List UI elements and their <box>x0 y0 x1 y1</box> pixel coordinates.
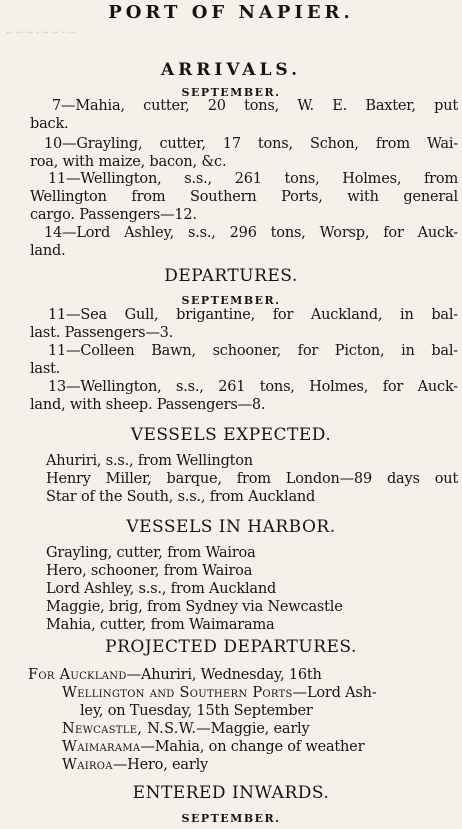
destination: Newcastle, N.S.W. <box>62 721 197 737</box>
expected-vessel: Ahuriri, s.s., from Wellington <box>46 453 253 469</box>
departure-line: last. Passengers—3. <box>30 325 174 341</box>
departure-line: 11—Colleen Bawn, schooner, for Picton, in bal- <box>48 343 458 359</box>
harbor-vessel: Mahia, cutter, from Waimarama <box>46 617 275 633</box>
projected-departures-heading: PROJECTED DEPARTURES. <box>105 637 357 657</box>
departure-line: 11—Sea Gull, brigantine, for Auckland, in bal- <box>48 307 458 323</box>
arrival-line: 10—Grayling, cutter, 17 tons, Schon, from Wai- <box>44 136 458 152</box>
projected-text: —Mahia, on change of weather <box>140 739 365 755</box>
projected-line <box>80 702 313 720</box>
harbor-vessel: Lord Ashley, s.s., from Auckland <box>46 581 277 597</box>
arrival-line: 7—Mahia, cutter, 20 tons, W. E. Baxter, put <box>52 98 458 114</box>
page-title: PORT OF NAPIER. <box>108 2 354 23</box>
departures-heading: DEPARTURES. <box>164 266 298 286</box>
arrival-line: 11—Wellington, s.s., 261 tons, Holmes, from <box>48 171 458 187</box>
destination: Wairoa <box>62 757 113 773</box>
arrival-line: 14—Lord Ashley, s.s., 296 tons, Worsp, for Auck- <box>44 225 458 241</box>
arrivals-month: SEPTEMBER. <box>181 86 281 99</box>
bleed-through-text: ·· ·· ·· · ·· ·· · ·· <box>6 26 76 39</box>
projected-text: —Hero, early <box>112 757 209 773</box>
departures-month: SEPTEMBER. <box>181 294 281 307</box>
projected-line <box>62 720 309 738</box>
projected-text: —Lord Ash- <box>292 685 377 701</box>
harbor-vessel: Hero, schooner, from Wairoa <box>46 563 253 579</box>
projected-line <box>62 738 364 756</box>
projected-line <box>62 756 208 774</box>
expected-vessel: Henry Miller, barque, from London—89 days out <box>46 471 458 487</box>
departure-line: last. <box>30 361 61 377</box>
projected-text: —Maggie, early <box>196 721 310 737</box>
projected-line <box>28 666 322 684</box>
projected-line <box>62 684 377 702</box>
arrivals-heading: ARRIVALS. <box>160 60 301 80</box>
projected-text: ley, on Tuesday, 15th September <box>80 703 313 719</box>
vessels-in-harbor-heading: VESSELS IN HARBOR. <box>126 517 336 537</box>
arrival-line: land. <box>30 243 66 259</box>
departure-line: 13—Wellington, s.s., 261 tons, Holmes, for Auck- <box>48 379 458 395</box>
destination: Waimarama <box>62 739 141 755</box>
harbor-vessel: Maggie, brig, from Sydney via Newcastle <box>46 599 343 615</box>
destination: Wellington and Southern Ports <box>62 685 293 701</box>
expected-vessel: Star of the South, s.s., from Auckland <box>46 489 316 505</box>
entered-inwards-month: SEPTEMBER. <box>181 812 281 825</box>
harbor-vessel: Grayling, cutter, from Wairoa <box>46 545 256 561</box>
departure-line: land, with sheep. Passengers—8. <box>30 397 266 413</box>
arrival-line: cargo. Passengers—12. <box>30 207 197 223</box>
destination: For Auckland <box>28 667 127 683</box>
entered-inwards-heading: ENTERED INWARDS. <box>132 783 330 803</box>
arrival-line: Wellington from Southern Ports, with general <box>30 189 458 205</box>
arrival-line: roa, with maize, bacon, &c. <box>30 154 227 170</box>
projected-text: —Ahuriri, Wednesday, 16th <box>126 667 322 683</box>
arrival-line: back. <box>30 116 69 132</box>
vessels-expected-heading: VESSELS EXPECTED. <box>130 425 332 445</box>
